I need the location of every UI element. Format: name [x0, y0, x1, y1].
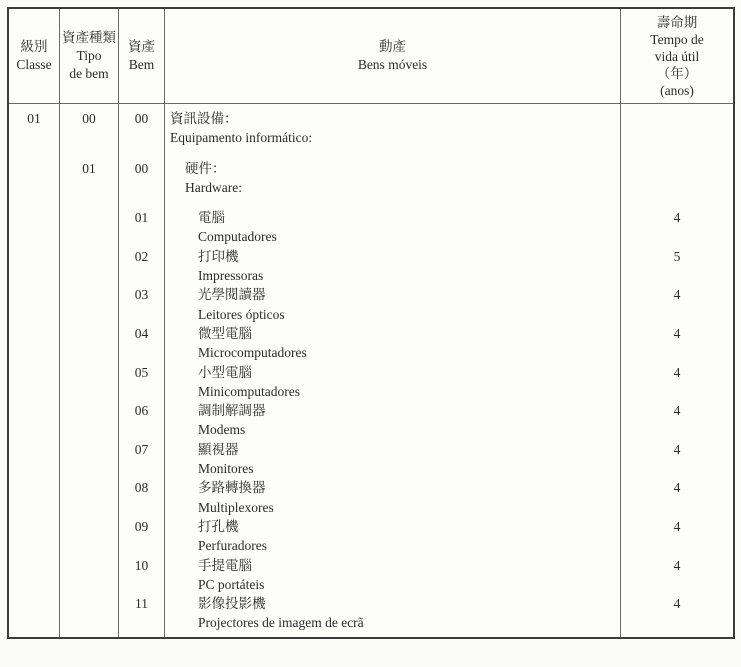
cell-bem-code [118, 305, 164, 324]
cell-anos-value [620, 536, 733, 555]
cell-classe-code [9, 159, 59, 178]
item-row-pt [9, 227, 733, 246]
cell-classe-code [9, 613, 59, 632]
cell-classe-code [9, 148, 59, 159]
cell-bem-code: 00 [118, 109, 164, 128]
header-classe-zh: 級別 [20, 39, 48, 54]
header-tipo-zh: 資產種類 [62, 30, 116, 45]
cell-tipo-code [59, 208, 118, 227]
cell-anos-value [620, 305, 733, 324]
header-classe [9, 9, 59, 103]
filler-row [9, 633, 733, 637]
cell-asset-name: Equipamento informático: [164, 128, 620, 147]
cell-tipo-code [59, 382, 118, 401]
header-tipo-de-bem [59, 9, 118, 103]
cell-classe-code [9, 478, 59, 497]
cell-classe-code [9, 517, 59, 536]
cell-classe-code [9, 324, 59, 343]
cell-asset-name: 微型電腦 [164, 324, 620, 343]
cell-asset-name: Multiplexores [164, 498, 620, 517]
item-row-pt [9, 382, 733, 401]
cell-classe-code [9, 128, 59, 147]
cell-classe-code [9, 498, 59, 517]
cell-tipo-code [59, 363, 118, 382]
cell-classe-code [9, 266, 59, 285]
header-life-line4: （年） [656, 65, 698, 81]
cell-tipo-code [59, 517, 118, 536]
cell-anos-value [620, 128, 733, 147]
cell-asset-name: Minicomputadores [164, 382, 620, 401]
cell-anos-value: 5 [620, 247, 733, 266]
header-movables-zh: 動產 [379, 39, 406, 54]
cell-tipo-code [59, 498, 118, 517]
group-row-pt [9, 178, 733, 197]
table-header-row [9, 9, 733, 104]
cell-asset-name: Computadores [164, 227, 620, 246]
cell-classe-code [9, 247, 59, 266]
cell-tipo-code [59, 305, 118, 324]
header-life-line1: 壽命期 [656, 14, 698, 30]
cell-asset-name: Modems [164, 420, 620, 439]
cell-asset-name: Impressoras [164, 266, 620, 285]
cell-anos-value: 4 [620, 285, 733, 304]
item-row-pt [9, 536, 733, 555]
cell-asset-name: 調制解調器 [164, 401, 620, 420]
cell-asset-name: 多路轉換器 [164, 478, 620, 497]
item-row-zh [9, 247, 733, 266]
cell-classe-code [9, 536, 59, 555]
cell-tipo-code [59, 613, 118, 632]
cell-classe-code [9, 363, 59, 382]
cell-anos-value [620, 178, 733, 197]
item-row-pt [9, 343, 733, 362]
cell-bem-code [118, 197, 164, 208]
cell-bem-code [118, 227, 164, 246]
cell-anos-value [620, 498, 733, 517]
group-row-zh [9, 159, 733, 178]
cell-tipo-code [59, 197, 118, 208]
item-row-zh [9, 517, 733, 536]
cell-classe-code [9, 594, 59, 613]
cell-classe-code [9, 285, 59, 304]
cell-anos-value [620, 459, 733, 478]
cell-anos-value: 4 [620, 517, 733, 536]
cell-tipo-code [59, 633, 118, 637]
cell-asset-name: 硬件： [164, 159, 620, 178]
cell-bem-code: 08 [118, 478, 164, 497]
cell-asset-name: 影像投影機 [164, 594, 620, 613]
cell-tipo-code [59, 594, 118, 613]
cell-tipo-code [59, 324, 118, 343]
header-classe-pt: Classe [16, 57, 52, 72]
cell-asset-name [164, 148, 620, 159]
item-row-zh [9, 594, 733, 613]
cell-classe-code [9, 575, 59, 594]
cell-classe-code [9, 401, 59, 420]
cell-asset-name: 打孔機 [164, 517, 620, 536]
cell-tipo-code [59, 401, 118, 420]
group-row-zh [9, 109, 733, 128]
cell-anos-value: 4 [620, 208, 733, 227]
cell-asset-name: Hardware: [164, 178, 620, 197]
cell-bem-code [118, 420, 164, 439]
spacer-row [9, 148, 733, 159]
cell-anos-value: 4 [620, 324, 733, 343]
item-row-zh [9, 208, 733, 227]
cell-classe-code [9, 633, 59, 637]
cell-bem-code [118, 459, 164, 478]
cell-anos-value [620, 575, 733, 594]
cell-anos-value [620, 266, 733, 285]
cell-bem-code: 00 [118, 159, 164, 178]
cell-bem-code [118, 128, 164, 147]
cell-anos-value: 4 [620, 594, 733, 613]
cell-classe-code [9, 459, 59, 478]
cell-tipo-code [59, 440, 118, 459]
item-row-zh [9, 324, 733, 343]
cell-asset-name: Leitores ópticos [164, 305, 620, 324]
cell-asset-name: 光學閱讀器 [164, 285, 620, 304]
item-row-zh [9, 440, 733, 459]
cell-bem-code [118, 148, 164, 159]
cell-anos-value [620, 197, 733, 208]
item-row-zh [9, 556, 733, 575]
cell-bem-code: 03 [118, 285, 164, 304]
header-tipo-pt-line1: Tipo [76, 48, 102, 63]
item-row-pt [9, 459, 733, 478]
group-row-pt [9, 128, 733, 147]
cell-classe-code [9, 420, 59, 439]
cell-anos-value: 4 [620, 440, 733, 459]
cell-tipo-code [59, 536, 118, 555]
cell-asset-name: 打印機 [164, 247, 620, 266]
cell-asset-name: 資訊設備： [164, 109, 620, 128]
cell-tipo-code [59, 478, 118, 497]
cell-classe-code [9, 197, 59, 208]
cell-tipo-code [59, 247, 118, 266]
cell-anos-value [620, 343, 733, 362]
cell-bem-code [118, 575, 164, 594]
item-row-pt [9, 266, 733, 285]
cell-bem-code: 05 [118, 363, 164, 382]
header-bem-pt: Bem [128, 57, 155, 72]
header-tipo-pt-line2: de bem [69, 66, 109, 81]
cell-bem-code [118, 382, 164, 401]
item-row-pt [9, 305, 733, 324]
cell-classe-code [9, 343, 59, 362]
cell-tipo-code [59, 343, 118, 362]
header-life-line3: vida útil [654, 48, 700, 64]
cell-asset-name: Monitores [164, 459, 620, 478]
cell-tipo-code [59, 556, 118, 575]
cell-tipo-code [59, 285, 118, 304]
item-row-zh [9, 363, 733, 382]
header-bem-zh: 資產 [128, 39, 155, 54]
cell-bem-code [118, 498, 164, 517]
cell-anos-value: 4 [620, 478, 733, 497]
cell-tipo-code [59, 266, 118, 285]
cell-anos-value: 4 [620, 556, 733, 575]
cell-classe-code [9, 440, 59, 459]
cell-anos-value: 4 [620, 401, 733, 420]
cell-bem-code: 11 [118, 594, 164, 613]
cell-bem-code [118, 178, 164, 197]
cell-classe-code [9, 556, 59, 575]
cell-classe-code [9, 382, 59, 401]
cell-bem-code [118, 343, 164, 362]
cell-classe-code [9, 208, 59, 227]
header-movables-pt: Bens móveis [357, 57, 428, 72]
header-bens-moveis [164, 9, 620, 103]
cell-classe-code [9, 227, 59, 246]
cell-bem-code: 09 [118, 517, 164, 536]
cell-asset-name: Perfuradores [164, 536, 620, 555]
header-bem [118, 9, 164, 103]
cell-classe-code [9, 178, 59, 197]
cell-bem-code: 02 [118, 247, 164, 266]
cell-anos-value [620, 109, 733, 128]
cell-tipo-code [59, 459, 118, 478]
cell-anos-value [620, 633, 733, 637]
cell-bem-code [118, 613, 164, 632]
cell-bem-code: 06 [118, 401, 164, 420]
cell-tipo-code [59, 227, 118, 246]
item-row-pt [9, 575, 733, 594]
cell-asset-name: 電腦 [164, 208, 620, 227]
header-vida-util [620, 9, 733, 103]
cell-anos-value [620, 227, 733, 246]
cell-tipo-code [59, 420, 118, 439]
cell-anos-value [620, 159, 733, 178]
cell-anos-value [620, 420, 733, 439]
item-row-pt [9, 420, 733, 439]
cell-classe-code [9, 305, 59, 324]
cell-tipo-code: 01 [59, 159, 118, 178]
item-row-pt [9, 613, 733, 632]
cell-tipo-code [59, 128, 118, 147]
cell-asset-name: Projectores de imagem de ecrã [164, 613, 620, 632]
cell-anos-value: 4 [620, 363, 733, 382]
cell-asset-name [164, 197, 620, 208]
header-life-line2: Tempo de [650, 31, 704, 47]
cell-tipo-code [59, 148, 118, 159]
cell-bem-code [118, 266, 164, 285]
cell-bem-code [118, 633, 164, 637]
cell-tipo-code [59, 575, 118, 594]
cell-bem-code [118, 536, 164, 555]
cell-bem-code: 04 [118, 324, 164, 343]
cell-anos-value [620, 382, 733, 401]
cell-anos-value [620, 613, 733, 632]
cell-classe-code: 01 [27, 111, 41, 126]
cell-bem-code: 10 [118, 556, 164, 575]
cell-asset-name: PC portáteis [164, 575, 620, 594]
item-row-zh [9, 285, 733, 304]
item-row-pt [9, 498, 733, 517]
item-row-zh [9, 478, 733, 497]
cell-anos-value [620, 148, 733, 159]
cell-asset-name [164, 633, 620, 637]
asset-depreciation-table [7, 7, 735, 639]
cell-bem-code: 01 [118, 208, 164, 227]
cell-asset-name: 小型電腦 [164, 363, 620, 382]
table-body [9, 104, 733, 637]
header-life-line5: (anos) [660, 82, 694, 98]
spacer-row [9, 197, 733, 208]
cell-asset-name: Microcomputadores [164, 343, 620, 362]
cell-asset-name: 手提電腦 [164, 556, 620, 575]
cell-bem-code: 07 [118, 440, 164, 459]
cell-tipo-code [59, 178, 118, 197]
cell-asset-name: 顯視器 [164, 440, 620, 459]
cell-tipo-code: 00 [59, 109, 118, 128]
item-row-zh [9, 401, 733, 420]
